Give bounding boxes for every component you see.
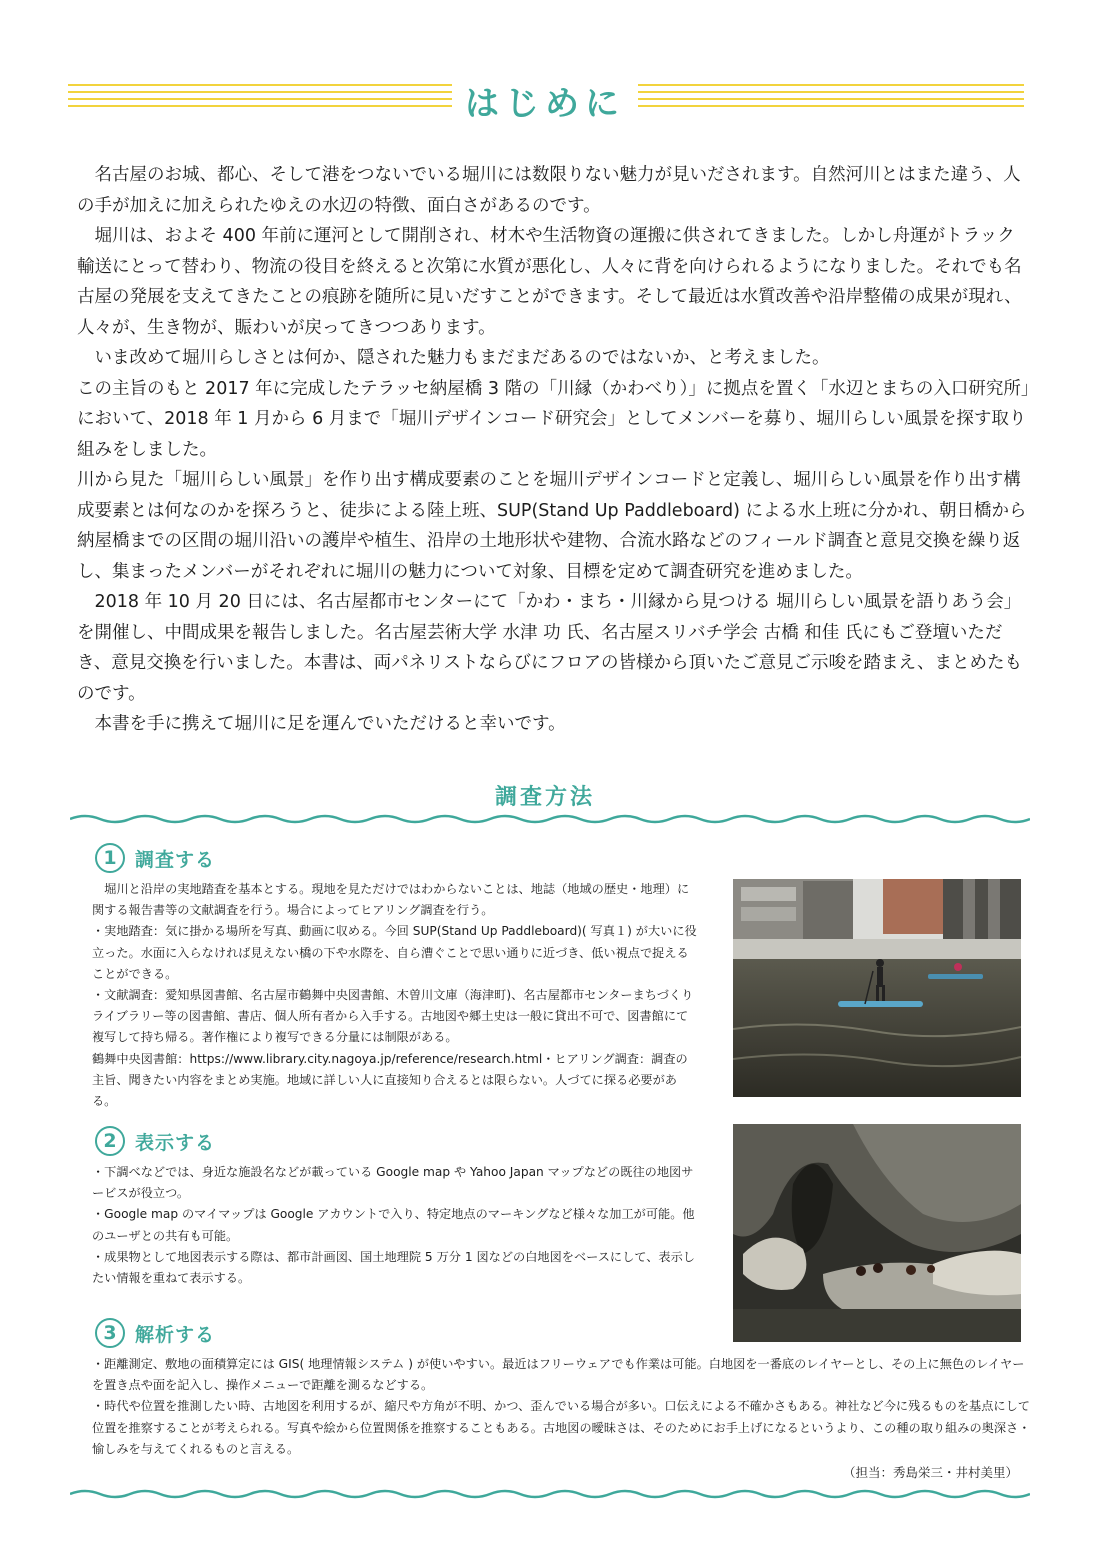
wavy-divider-bottom [70,1487,1030,1501]
intro-paragraph: 名古屋のお城、都心、そして港をつないでいる堀川には数限りない魅力が見いだされます。自然河川とはまた違う、人の手が加えに加えられたゆえの水辺の特徴、面白さがあるのです。 [77,165,1021,216]
intro-paragraph: この主旨のもと 2017 年に完成したテラッセ納屋橋 3 階の「川縁（かわべり）」に拠点を置く「水辺とまちの入口研究所」において、2018 年 1 月から 6 月まで「堀川デザインコード研究会」としてメンバーを募り、堀川らしい風景を探す取り組みをしました。 [77,378,1030,460]
section-line: ・文献調査：愛知県図書館、名古屋市鶴舞中央図書館、木曽川文庫（海津町)、名古屋都市センターまちづくりライブラリー等の図書館、書店、個人所有者から入手する。古地図や郷土史は一般に貸出不可で、図書館にて複写して持ち帰る。著作権により複写できる分量には制限がある。 [92,988,694,1045]
section-line: ・距離測定、敷地の面積算定には GIS( 地理情報システム ) が使いやすい。最近はフリーウェアでも作業は可能。白地図を一番底のレイヤーとし、その上に無色のレイヤーを置き点や面を記入し、操作メニューで距離を測るなどする。 [92,1357,1025,1393]
section-number: 3 [95,1318,125,1348]
section-number: 1 [95,843,125,873]
section-line: 鶴舞中央図書館：https://www.library.city.nagoya.jp/reference/research.html・ヒアリング調査：調査の主旨、聞きたい内容をまとめ実施。地域に詳しい人に直接知り合えるとは限らない。人づてに探る必要がある。 [92,1051,688,1109]
section-body-1 [92,879,698,1112]
section-title: 調査する [135,848,216,871]
header-decoration-right [638,84,1024,114]
section-number: 2 [95,1126,125,1156]
section-line: ・Google map のマイマップは Google アカウントで入り、特定地点のマーキングなど様々な加工が可能。他のユーザとの共有も可能。 [92,1207,695,1243]
river-sup-photo [733,879,1021,1097]
section-line: ・時代や位置を推測したい時、古地図を利用するが、縮尺や方角が不明、かつ、歪んでいる場合が多い。口伝えによる不確かさもある。神社など今に残るものを基点にして位置を推察することが考えられる。写真や絵から位置関係を推察することもある。古地図の曖昧さは、そのためにお手上げになるというより、この種の取り組みの奥深さ・愉しみを与えてくれるものと言える。 [92,1399,1031,1456]
section-body-3 [92,1354,1032,1460]
method-title: 調査方法 [494,785,595,810]
rock-crabs-photo [733,1124,1021,1342]
section-line: ・下調べなどでは、身近な施設名などが載っている Google map や Yahoo Japan マップなどの既往の地図サービスが役立つ。 [92,1165,694,1201]
section-line: ・成果物として地図表示する際は、都市計画図、国土地理院 5 万分 1 図などの白地図をベースにして、表示したい情報を重ねて表示する。 [92,1249,695,1286]
page-title: はじめに [465,84,625,124]
intro-paragraph: 本書を手に携えて堀川に足を運んでいただけると幸いです。 [77,714,566,734]
section-heading-2 [95,1126,215,1156]
section-heading-1 [95,843,215,873]
intro-paragraph: 川から見た「堀川らしい風景」を作り出す構成要素のことを堀川デザインコードと定義し、堀川らしい風景を作り出す構成要素とは何なのかを探ろうと、徒歩による陸上班、SUP(Stand Up Paddleboard) による水上班に分かれ、朝日橋から納屋橋までの区間の堀川沿いの護岸や植生、沿岸の土地形状や建物、合流水路などのフィールド調査と意見交換を繰り返し、集まったメンバーがそれぞれに堀川の魅力について対象、目標を定めて調査研究を進めました。 [77,470,1027,582]
credit-text: （担当：秀島栄三・井村美里） [842,1465,1018,1480]
intro-paragraph: 2018 年 10 月 20 日には、名古屋都市センターにて「かわ・まち・川縁から見つける 堀川らしい風景を語りあう会」を開催し、中間成果を報告しました。名古屋芸術大学 水津 功 氏、名古屋スリバチ学会 古橋 和佳 氏にもご登壇いただき、意見交換を行いました。本書は、両パネリストならびにフロアの皆様から頂いたご意見ご示唆を踏まえ、まとめたものです。 [77,592,1022,704]
intro-text [77,160,1032,740]
header-decoration-left [68,84,452,114]
section-title: 解析する [135,1323,216,1346]
section-line: 堀川と沿岸の実地踏査を基本とする。現地を見ただけではわからないことは、地誌（地域の歴史・地理）に関する報告書等の文献調査を行う。場合によってヒアリング調査を行う。 [92,882,690,918]
section-heading-3 [95,1318,215,1348]
wavy-divider-top [70,812,1030,826]
intro-paragraph: いま改めて堀川らしさとは何か、隠された魅力もまだまだあるのではないか、と考えました。 [77,348,830,368]
section-body-2 [92,1162,698,1289]
section-title: 表示する [135,1131,216,1154]
intro-paragraph: 堀川は、およそ 400 年前に運河として開削され、材木や生活物資の運搬に供されてきました。しかし舟運がトラック輸送にとって替わり、物流の役目を終えると次第に水質が悪化し、人々に背を向けられるようになりました。それでも名古屋の発展を支えてきたことの痕跡を随所に見いだすことができます。そして最近は水質改善や沿岸整備の成果が現れ、人々が、生き物が、賑わいが戻ってきつつあります。 [77,226,1022,338]
section-line: ・実地踏査：気に掛かる場所を写真、動画に収める。今回 SUP(Stand Up Paddleboard)( 写真１) が大いに役立った。水面に入らなければ見えない橋の下や水際を、自ら漕ぐことで思い通りに近づき、低い視点で捉えることができる。 [92,924,697,981]
